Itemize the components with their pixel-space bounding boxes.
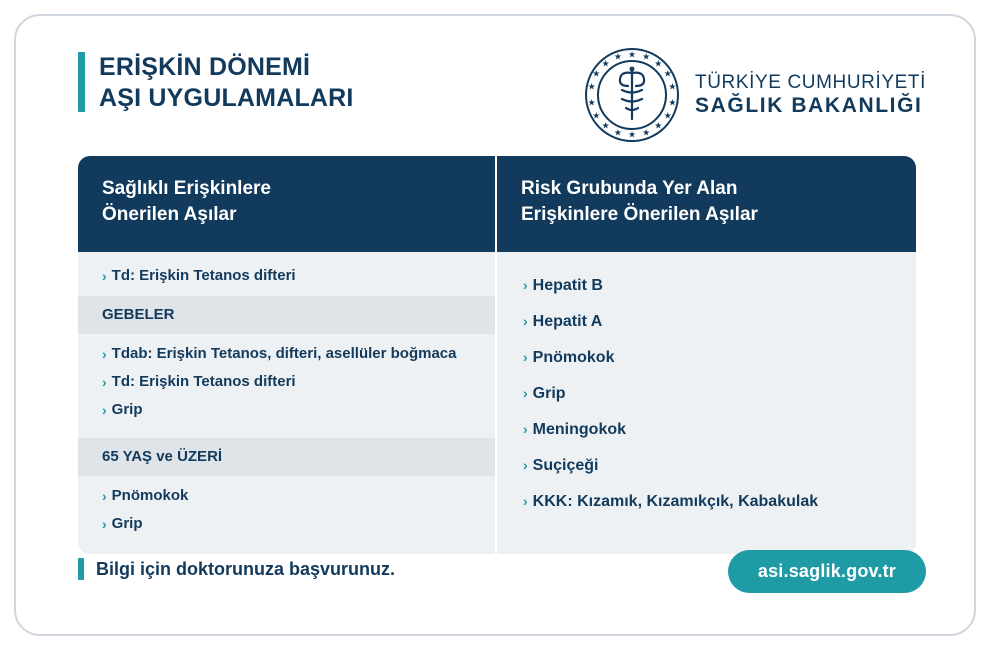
- chevron-right-icon: ›: [102, 346, 107, 362]
- footer-accent-bar: [78, 558, 84, 580]
- list-item: [497, 268, 916, 304]
- list-item: [78, 396, 495, 424]
- vaccine-table: [78, 156, 916, 554]
- column-header-right: [497, 156, 916, 252]
- caduceus-icon: [597, 60, 667, 130]
- list-item-label: Meningokok: [532, 421, 627, 438]
- chevron-right-icon: ›: [523, 421, 528, 437]
- table-column-healthy-adults: [78, 156, 497, 554]
- list-item: [78, 510, 495, 538]
- list-item-label: Td: Erişkin Tetanos difteri: [111, 267, 296, 284]
- footer-note-label: Bilgi için doktorunuza başvurunuz.: [96, 558, 396, 579]
- chevron-right-icon: ›: [523, 457, 528, 473]
- list-item: [78, 340, 495, 368]
- vaccination-info-card: [14, 14, 976, 636]
- ministry-brand: [585, 48, 926, 142]
- chevron-right-icon: ›: [523, 493, 528, 509]
- column-header-left-line-2: Önerilen Aşılar: [102, 204, 237, 225]
- title-text: [99, 52, 354, 114]
- section-subheader-gebeler: GEBELER: [78, 296, 495, 334]
- chevron-right-icon: ›: [523, 277, 528, 293]
- chevron-right-icon: ›: [523, 313, 528, 329]
- emblem-stars: ★ ★ ★ ★ ★ ★ ★ ★ ★ ★ ★ ★ ★ ★ ★ ★ ★ ★: [587, 49, 677, 140]
- list-item: [497, 484, 916, 520]
- list-item: [497, 304, 916, 340]
- chevron-right-icon: ›: [102, 516, 107, 532]
- chevron-right-icon: ›: [102, 488, 107, 504]
- list-item-label: Grip: [111, 401, 143, 418]
- chevron-right-icon: ›: [102, 374, 107, 390]
- title-accent-bar: [78, 52, 85, 112]
- list-item: [78, 482, 495, 510]
- list-item: [497, 448, 916, 484]
- list-item: [497, 340, 916, 376]
- brand-line-2: SAĞLIK BAKANLIĞI: [695, 93, 923, 117]
- website-link[interactable]: asi.saglik.gov.tr: [728, 550, 926, 593]
- table-column-risk-group: [497, 156, 916, 554]
- footer-note: [78, 558, 395, 580]
- list-item-label: Grip: [111, 515, 143, 532]
- title-line-1: ERİŞKİN DÖNEMİ: [99, 53, 311, 81]
- chevron-right-icon: ›: [102, 268, 107, 284]
- chevron-right-icon: ›: [523, 349, 528, 365]
- list-item: [78, 262, 495, 290]
- chevron-right-icon: ›: [102, 402, 107, 418]
- list-item-label: Hepatit B: [532, 277, 603, 294]
- section-subheader-65-yas-uzeri: 65 YAŞ ve ÜZERİ: [78, 438, 495, 476]
- chevron-right-icon: ›: [523, 385, 528, 401]
- list-item-label: Suçiçeği: [532, 457, 599, 474]
- list-item: [497, 376, 916, 412]
- column-header-left-line-1: Sağlıklı Erişkinlere: [102, 178, 271, 199]
- column-header-right-line-1: Risk Grubunda Yer Alan: [521, 178, 738, 199]
- brand-line-1: TÜRKİYE CUMHURİYETİ: [695, 72, 926, 93]
- list-item-label: Tdab: Erişkin Tetanos, difteri, asellüler boğmaca: [111, 345, 457, 362]
- list-item-label: Pnömokok: [532, 349, 615, 366]
- list-item: [497, 412, 916, 448]
- column-body-right: [497, 252, 916, 554]
- list-item-label: KKK: Kızamık, Kızamıkçık, Kabakulak: [532, 493, 819, 510]
- page-title: [78, 52, 354, 114]
- list-item-label: Grip: [532, 385, 566, 402]
- section-gap: [78, 424, 495, 432]
- card-footer: [78, 554, 926, 598]
- list-item-label: Td: Erişkin Tetanos difteri: [111, 373, 296, 390]
- ministry-emblem-icon: [585, 48, 679, 142]
- column-header-right-line-2: Erişkinlere Önerilen Aşılar: [521, 204, 758, 225]
- list-item-label: Pnömokok: [111, 487, 189, 504]
- brand-text: [695, 72, 926, 118]
- card-header: [16, 16, 974, 146]
- title-line-2: AŞI UYGULAMALARI: [99, 84, 354, 112]
- column-body-left: [78, 252, 495, 554]
- column-header-left: [78, 156, 495, 252]
- list-item: [78, 368, 495, 396]
- list-item-label: Hepatit A: [532, 313, 603, 330]
